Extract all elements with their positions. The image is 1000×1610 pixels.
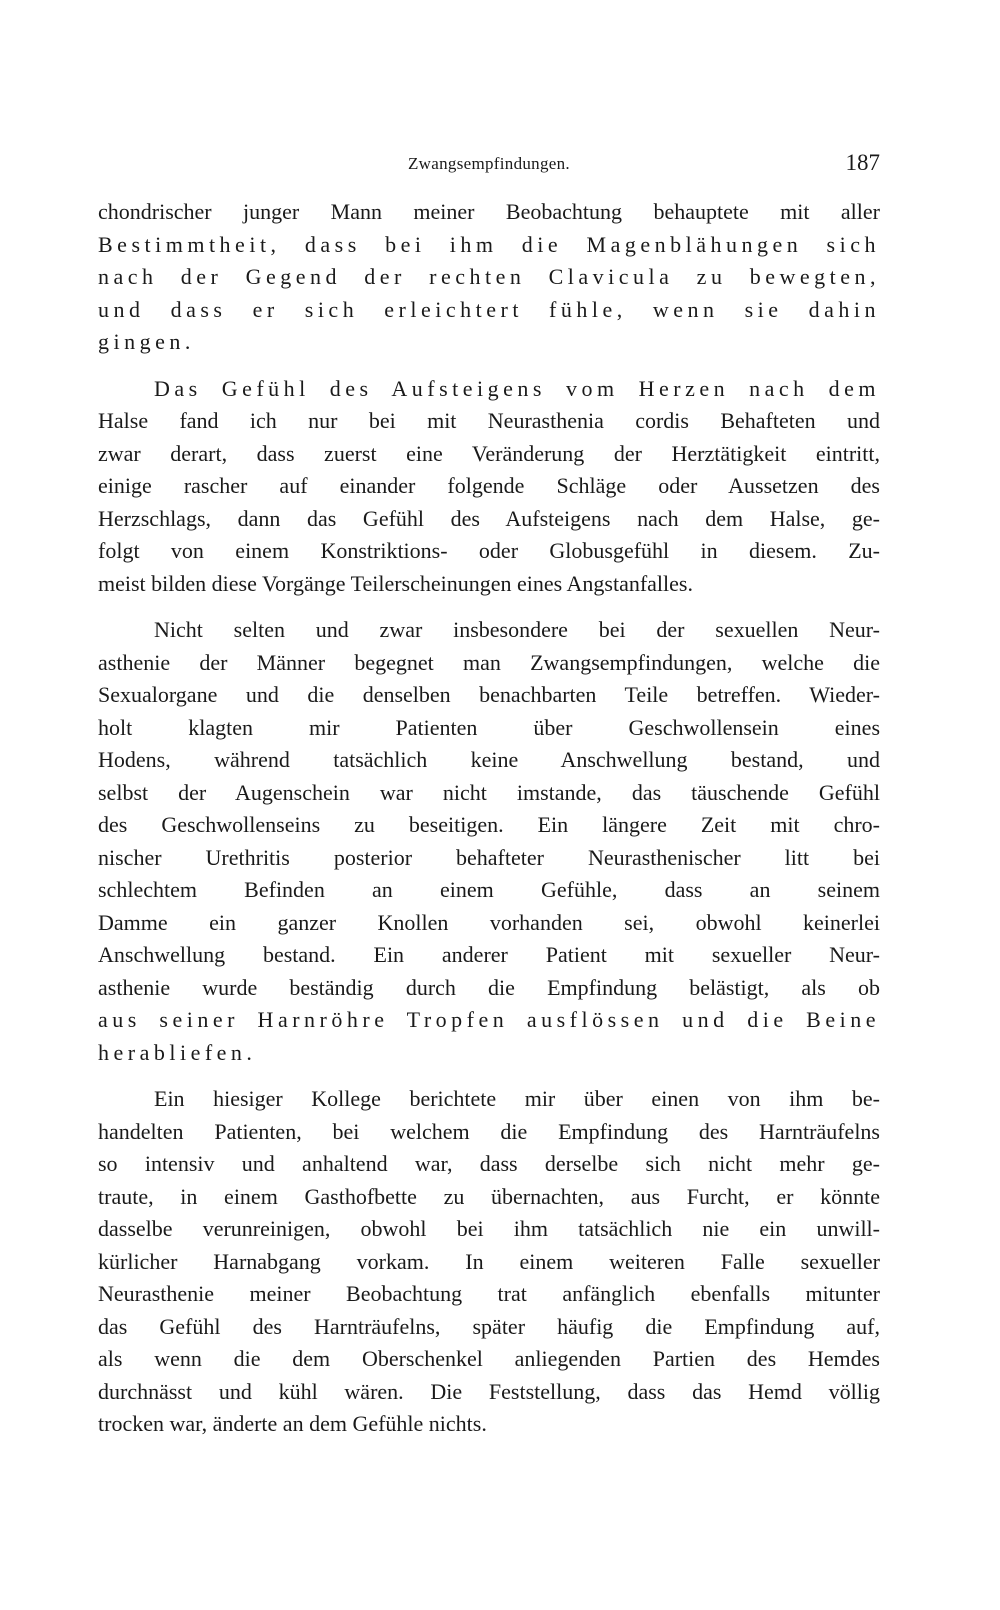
text-line: durchnässt und kühl wären. Die Feststellung, dass das Hemd völlig [98,1378,880,1404]
text-line: Bestimmtheit, dass bei ihm die Magenblähungen sich [98,231,880,257]
text-line: dasselbe verunreinigen, obwohl bei ihm tatsächlich nie ein unwill- [98,1216,880,1241]
running-title: Zwangsempfindungen. [408,154,570,173]
text-line: Neurasthenie meiner Beobachtung trat anfänglich ebenfalls mitunter [98,1281,880,1306]
text-line: kürlicher Harnabgang vorkam. In einem weiteren Falle sexueller [98,1248,880,1274]
page-number: 187 [845,150,880,175]
text-line: Damme ein ganzer Knollen vorhanden sei, obwohl keinerlei [98,909,880,935]
text-line: nischer Urethritis posterior behafteter Neurasthenischer litt bei [98,844,880,870]
paragraph [98,373,880,601]
text-line: Ein hiesiger Kollege berichtete mir über einen von ihm be- [154,1086,880,1111]
text-line: handelten Patienten, bei welchem die Empfindung des Harnträufelns [98,1118,880,1144]
text-line: als wenn die dem Oberschenkel anliegenden Partien des Hemdes [98,1346,880,1371]
text-line: traute, in einem Gasthofbette zu übernachten, aus Furcht, er könnte [98,1183,880,1209]
text-line: Halse fand ich nur bei mit Neurasthenia cordis Behafteten und [98,408,880,433]
running-header [98,150,880,178]
text-line: und dass er sich erleichtert fühle, wenn sie dahin [98,296,880,322]
text-line: nach der Gegend der rechten Clavicula zu bewegten, [98,264,880,289]
text-line: Hodens, während tatsächlich keine Anschwellung bestand, und [98,747,880,772]
text-line: meist bilden diese Vorgänge Teilerscheinungen eines Angstanfalles. [98,570,693,596]
paragraph [98,1083,880,1441]
text-line: das Gefühl des Harnträufelns, später häufig die Empfindung auf, [98,1313,880,1339]
text-line: asthenie der Männer begegnet man Zwangsempfindungen, welche die [98,649,880,675]
text-line: asthenie wurde beständig durch die Empfindung belästigt, als ob [98,974,880,1000]
text-line: einige rascher auf einander folgende Schläge oder Aussetzen des [98,473,880,498]
text-line: Anschwellung bestand. Ein anderer Patient mit sexueller Neur- [98,942,880,967]
text-line: aus seiner Harnröhre Tropfen ausflössen und die Beine [98,1007,880,1032]
text-line: so intensiv und anhaltend war, dass derselbe sich nicht mehr ge- [98,1151,880,1176]
text-line: chondrischer junger Mann meiner Beobachtung behauptete mit aller [98,199,880,224]
text-line: des Geschwollenseins zu beseitigen. Ein längere Zeit mit chro- [98,812,880,837]
text-line: holt klagten mir Patienten über Geschwollensein eines [98,714,880,740]
text-line: folgt von einem Konstriktions- oder Globusgefühl in diesem. Zu- [98,538,880,563]
text-line: Herzschlags, dann das Gefühl des Aufsteigens nach dem Halse, ge- [98,505,880,531]
paragraph [98,614,880,1069]
text-line: Sexualorgane und die denselben benachbarten Teile betreffen. Wieder- [98,682,880,707]
body-text [98,196,880,1441]
text-line: zwar derart, dass zuerst eine Veränderung der Herztätigkeit eintritt, [98,440,880,466]
text-line: trocken war, änderte an dem Gefühle nichts. [98,1411,487,1436]
paragraph [98,196,880,359]
text-line: Nicht selten und zwar insbesondere bei der sexuellen Neur- [154,617,880,642]
text-line: herabliefen. [98,1039,257,1065]
text-line: gingen. [98,329,195,354]
text-line: selbst der Augenschein war nicht imstande, das täuschende Gefühl [98,779,880,805]
text-line: schlechtem Befinden an einem Gefühle, dass an seinem [98,877,880,902]
text-line: Das Gefühl des Aufsteigens vom Herzen nach dem [154,375,880,401]
